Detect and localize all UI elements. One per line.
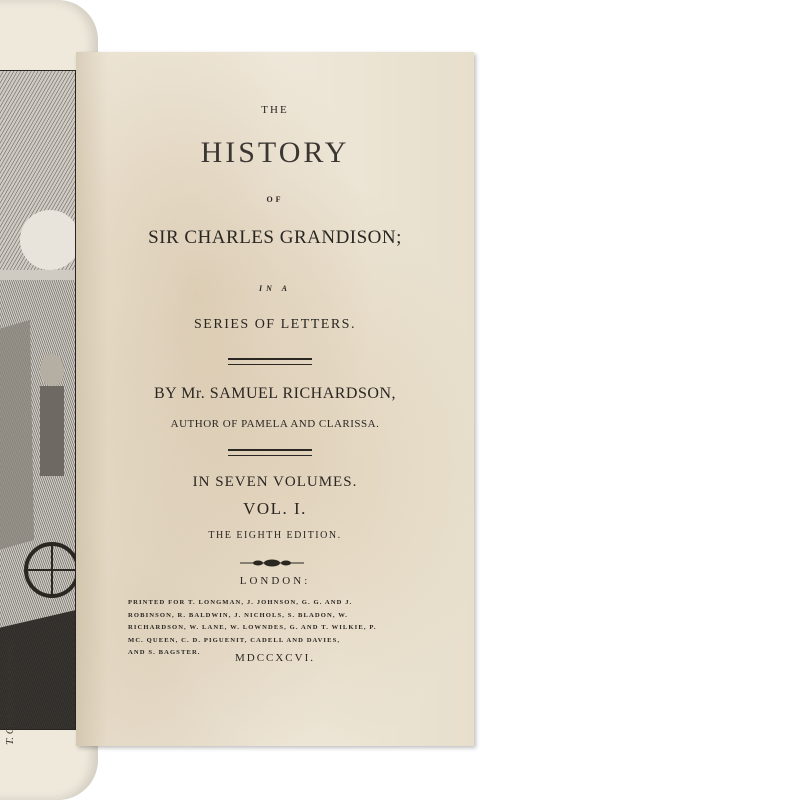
author-byline: BY Mr. SAMUEL RICHARDSON, <box>153 385 396 402</box>
imprint-line: MC. QUEEN, C. D. PIGUENIT, CADELL AND DAVIES, <box>128 636 341 644</box>
title-series: SERIES OF LETTERS. <box>194 317 356 332</box>
imprint-year: MDCCXCVI. <box>234 652 316 664</box>
plate-caption: T. Cadell in the Strand. <box>4 642 16 745</box>
imprint-line: ROBINSON, R. BALDWIN, J. NICHOLS, S. BLADON, W. <box>128 611 349 619</box>
imprint-line: AND S. BAGSTER. <box>128 649 201 656</box>
title-history: HISTORY <box>200 136 350 169</box>
double-rule <box>228 449 312 456</box>
imprint-line: PRINTED FOR T. LONGMAN, J. JOHNSON, G. G. AND J. <box>128 599 353 606</box>
imprint-line: RICHARDSON, W. LANE, W. LOWNDES, G. AND T. WILKIE, P. <box>128 624 377 631</box>
volume-number: VOL. I. <box>243 499 307 518</box>
title-of: OF <box>266 195 284 204</box>
title-the: THE <box>261 104 289 116</box>
ornament-divider <box>240 558 304 568</box>
title-page <box>76 52 474 746</box>
imprint-block <box>128 597 418 660</box>
edition-statement: THE EIGHTH EDITION. <box>208 530 342 541</box>
title-in-a: IN A <box>259 284 291 293</box>
title-subject: SIR CHARLES GRANDISON; <box>148 227 402 248</box>
volume-count: IN SEVEN VOLUMES. <box>192 474 358 490</box>
author-works: AUTHOR OF PAMELA AND CLARISSA. <box>170 418 380 430</box>
double-rule <box>228 358 312 365</box>
imprint-city: LONDON: <box>239 575 311 587</box>
frontispiece-engraving <box>0 70 76 730</box>
